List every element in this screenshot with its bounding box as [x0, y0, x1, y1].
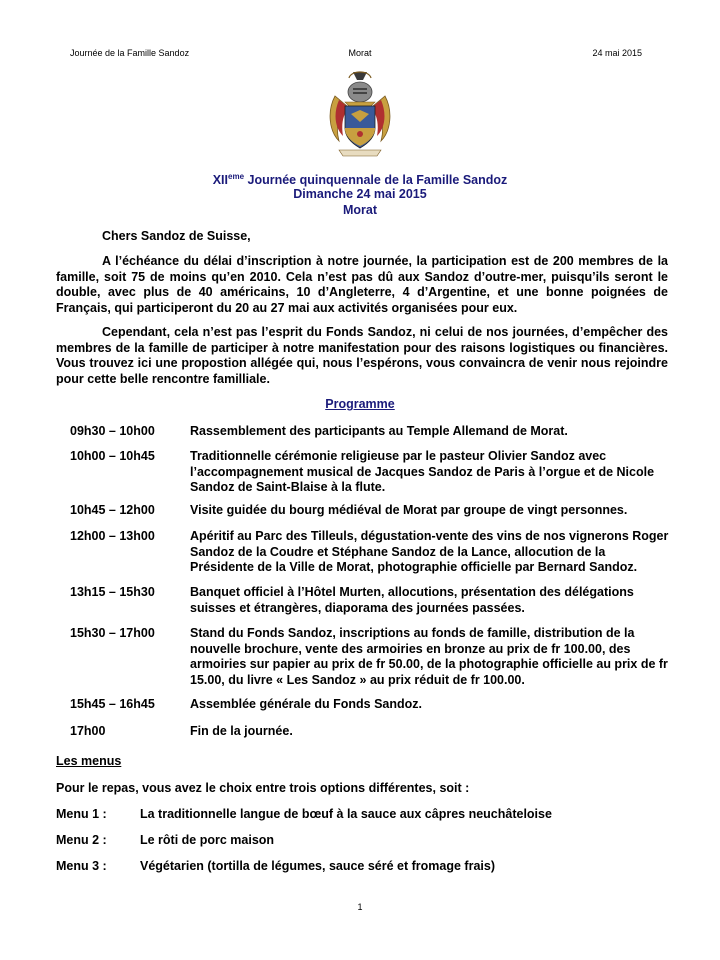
document-title-date: Dimanche 24 mai 2015: [293, 187, 427, 201]
family-coat-of-arms-icon: [325, 66, 395, 158]
greeting: Chers Sandoz de Suisse,: [102, 229, 251, 243]
programme-description: Banquet officiel à l’Hôtel Murten, allocutions, présentation des délégations suisses et étrangères, diaporama des journées passées.: [190, 585, 634, 615]
programme-description: Apéritif au Parc des Tilleuls, dégustation-vente des vins de nos vignerons Roger Sandoz de la Coudre et Stéphane Sandoz de la Lance, allocution de la Présidente de la Ville de Morat, photographie officielle par Bernard Sandoz.: [190, 529, 669, 574]
paragraph-1: A l’échéance du délai d’inscription à notre journée, la participation est de 200 membres de la famille, soit 75 de moins qu’en 2010. Cela n’est pas dû aux Sandoz d’outre-mer, puisqu’ils seront le double, avec plus de 40 américains, 10 d’Angleterre, 4 d’Argentine, et une bonne poignées de Français, qui participeront du 20 au 27 mai aux activités organisées pour eux.: [56, 254, 668, 315]
programme-time: 09h30 – 10h00: [70, 424, 155, 438]
programme-time: 10h45 – 12h00: [70, 503, 155, 517]
header-right: 24 mai 2015: [592, 48, 642, 58]
document-title-line1: XIIeme Journée quinquennale de la Famille Sandoz: [212, 172, 508, 188]
menu-text: Le rôti de porc maison: [140, 833, 275, 847]
programme-description: Traditionnelle cérémonie religieuse par le pasteur Olivier Sandoz avec l’accompagnement musical de Jacques Sandoz de Paris à l’orgue et de Nicole Sandoz de Saint-Blaise à la flute.: [190, 449, 655, 494]
programme-description: Stand du Fonds Sandoz, inscriptions au fonds de famille, distribution de la nouvelle brochure, vente des armoiries en bronze au prix de fr 100.00, des armoiries sur papier au prix de fr 50.00, de la photographie officielle au prix de fr 15.00, du livre « Les Sandoz » au prix réduit de fr 100.00.: [190, 626, 668, 687]
header-left: Journée de la Famille Sandoz: [70, 48, 190, 58]
header-center: Morat: [348, 48, 372, 58]
programme-time: 17h00: [70, 724, 106, 738]
menus-title: Les menus: [56, 754, 122, 768]
menu-label: Menu 3 :: [56, 859, 107, 873]
programme-time: 10h00 – 10h45: [70, 449, 155, 463]
menu-label: Menu 2 :: [56, 833, 107, 847]
programme-time: 15h45 – 16h45: [70, 697, 155, 711]
menu-text: Végétarien (tortilla de légumes, sauce séré et fromage frais): [140, 859, 495, 873]
programme-description: Fin de la journée.: [190, 724, 293, 738]
paragraph-2: Cependant, cela n’est pas l’esprit du Fonds Sandoz, ni celui de nos journées, d’empêcher des membres de la famille de participer à notre manifestation pour des raisons logistiques ou financières. Vous trouvez ici une propostion allégée qui, nous l’espérons, vous convaincra de venir nous rejoindre pour cette belle rencontre familliale.: [56, 325, 668, 386]
programme-time: 13h15 – 15h30: [70, 585, 155, 599]
menus-intro: Pour le repas, vous avez le choix entre trois options différentes, soit :: [56, 781, 470, 795]
programme-time: 12h00 – 13h00: [70, 529, 155, 543]
programme-time: 15h30 – 17h00: [70, 626, 155, 640]
programme-title: Programme: [325, 397, 395, 411]
page-number: 1: [357, 902, 363, 912]
programme-description: Assemblée générale du Fonds Sandoz.: [190, 697, 423, 711]
menu-text: La traditionnelle langue de bœuf à la sauce aux câpres neuchâteloise: [140, 807, 552, 821]
programme-description: Rassemblement des participants au Temple Allemand de Morat.: [190, 424, 568, 438]
programme-description: Visite guidée du bourg médiéval de Morat par groupe de vingt personnes.: [190, 503, 628, 517]
document-title-place: Morat: [342, 203, 378, 217]
menu-label: Menu 1 :: [56, 807, 107, 821]
